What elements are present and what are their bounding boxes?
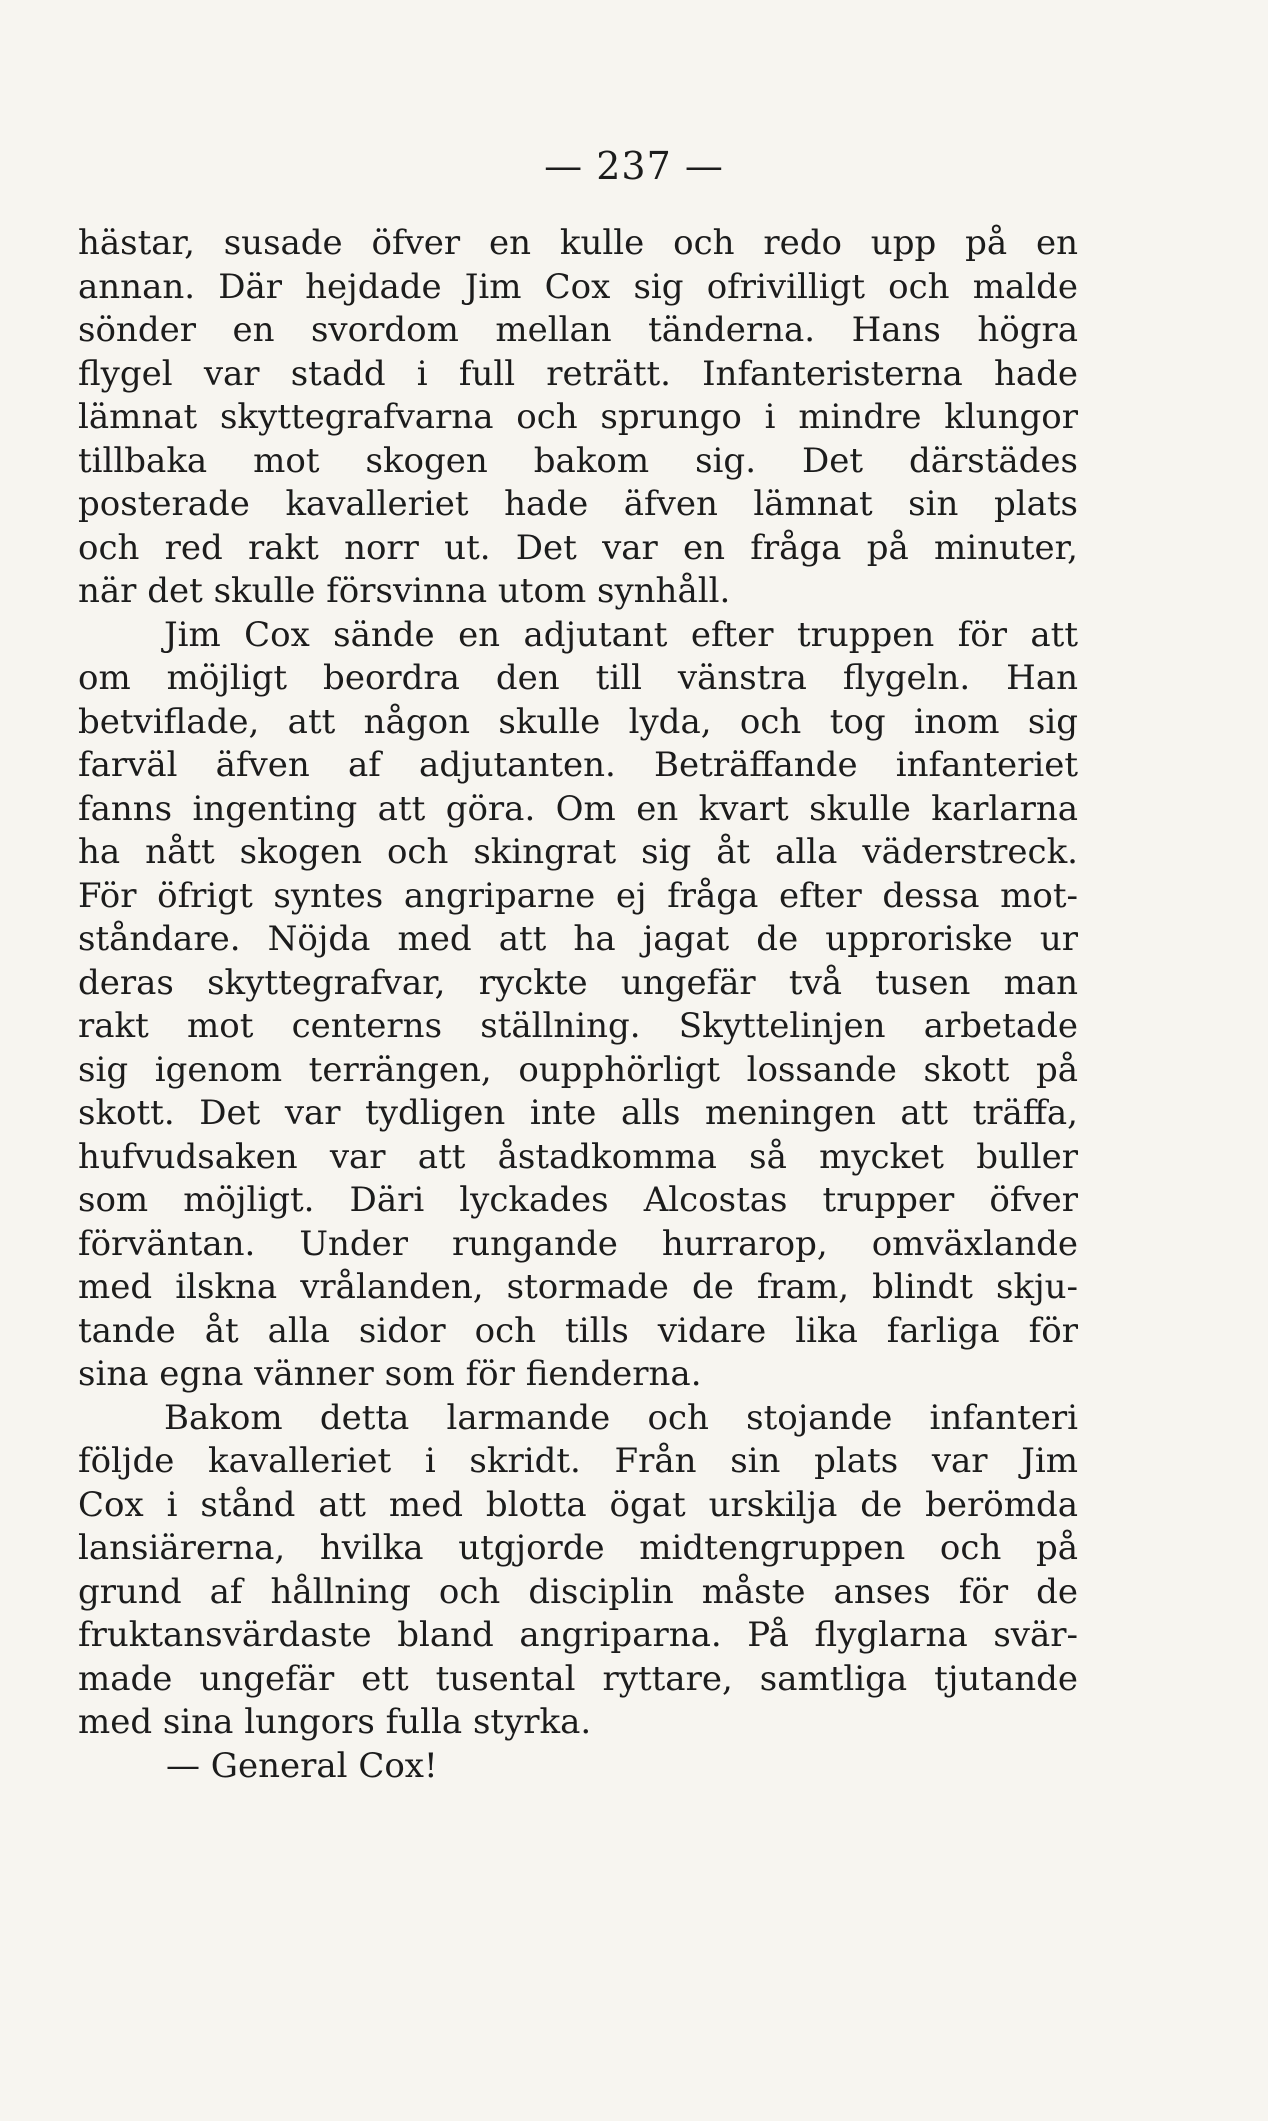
text-line: tande åt alla sidor och tills vidare lika farliga för (78, 1310, 1078, 1351)
text-line: sönder en svordom mellan tänderna. Hans högra (78, 310, 1078, 350)
text-line: tillbaka mot skogen bakom sig. Det därstädes (78, 440, 1078, 481)
text-line: med sina lungors fulla styrka. (78, 1702, 592, 1742)
text-line: farväl äfven af adjutanten. Beträffande infanteriet (78, 745, 1078, 785)
text-line: förväntan. Under rungande hurrarop, omväxlande (78, 1223, 1078, 1264)
text-line: För öfrigt syntes angriparne ej fråga efter dessa mot- (78, 875, 1078, 916)
text-line: lansiärerna, hvilka utgjorde midtengruppen och på (78, 1528, 1078, 1568)
text-line: made ungefär ett tusental ryttare, samtliga tjutande (78, 1658, 1078, 1699)
text-line: Jim Cox sände en adjutant efter truppen för att (164, 614, 1078, 655)
text-line: ha nått skogen och skingrat sig åt alla väderstreck. (78, 832, 1078, 872)
text-line: betviflade, att någon skulle lyda, och tog inom sig (78, 701, 1078, 742)
text-line: lämnat skyttegrafvarna och sprungo i mindre klungor (78, 397, 1078, 437)
text-line: när det skulle försvinna utom synhåll. (78, 571, 731, 611)
text-line: annan. Där hejdade Jim Cox sig ofrivilligt och malde (78, 266, 1078, 307)
text-line: fanns ingenting att göra. Om en kvart skulle karlarna (78, 788, 1078, 829)
text-line: — General Cox! (166, 1745, 438, 1786)
page-number: — 237 — (544, 144, 724, 188)
text-line: följde kavalleriet i skridt. Från sin plats var Jim (78, 1441, 1078, 1481)
text-line: Bakom detta larmande och stojande infanteri (164, 1397, 1078, 1438)
text-line: fruktansvärdaste bland angriparna. På flyglarna svär- (78, 1615, 1078, 1655)
text-line: om möjligt beordra den till vänstra flygeln. Han (78, 658, 1078, 698)
text-line: deras skyttegrafvar, ryckte ungefär två tusen man (78, 962, 1078, 1003)
text-line: som möjligt. Däri lyckades Alcostas trupper öfver (78, 1180, 1078, 1220)
text-line: hästar, susade öfver en kulle och redo upp på en (78, 223, 1078, 263)
text-line: rakt mot centerns ställning. Skyttelinjen arbetade (78, 1006, 1078, 1046)
text-line: posterade kavalleriet hade äfven lämnat sin plats (78, 484, 1078, 524)
text-line: Cox i stånd att med blotta ögat urskilja de berömda (78, 1484, 1078, 1525)
text-line: grund af hållning och disciplin måste anses för de (78, 1571, 1078, 1612)
text-line: sina egna vänner som för fienderna. (78, 1354, 702, 1394)
text-line: med ilskna vrålanden, stormade de fram, blindt skju- (78, 1267, 1078, 1307)
text-line: och red rakt norr ut. Det var en fråga på minuter, (78, 527, 1078, 568)
body-text (78, 222, 1078, 1788)
text-line: skott. Det var tydligen inte alls meningen att träffa, (78, 1093, 1078, 1133)
text-line: ståndare. Nöjda med att ha jagat de upproriske ur (78, 919, 1078, 959)
text-line: flygel var stadd i full reträtt. Infanteristerna hade (78, 353, 1078, 394)
text-line: sig igenom terrängen, oupphörligt lossande skott på (78, 1049, 1078, 1090)
text-line: hufvudsaken var att åstadkomma så mycket buller (78, 1136, 1078, 1177)
